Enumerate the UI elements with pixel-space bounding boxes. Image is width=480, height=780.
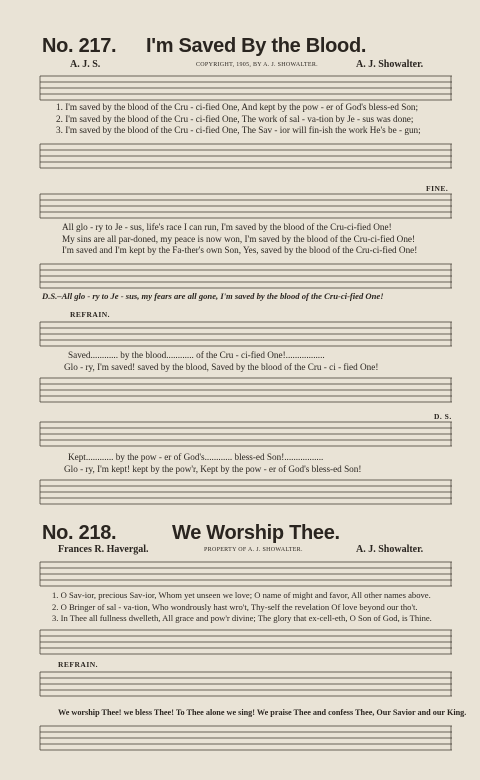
hymn-218-refrain-treble-staff <box>40 668 452 698</box>
refrain-1-top-line: Saved............ by the blood............ of the Cru - ci-fied One!................. <box>68 350 325 360</box>
hymn-217-number: No. 217. <box>42 35 117 57</box>
hymn-218-property: PROPERTY OF A. J. SHOWALTER. <box>204 547 303 553</box>
hymn-218-verse-2: 2. O Bringer of sal - va-tion, Who wondrously hast wro't, Thy-self the revelation Of love beyond our tho't. <box>52 601 418 612</box>
hymn-218-bass-staff <box>40 626 452 656</box>
system-3-treble-staff <box>40 318 452 348</box>
fine-marker: FINE. <box>426 184 449 193</box>
chorus-verse-2: My sins are all par-doned, my peace is now won, I'm saved by the blood of the Cru-ci-fied One! <box>62 233 416 244</box>
hymn-217-title: I'm Saved By the Blood. <box>146 35 367 57</box>
hymn-218-title: We Worship Thee. <box>172 522 340 544</box>
system-1-treble-staff <box>40 72 452 102</box>
refrain-2-bottom-line: Glo - ry, I'm kept! kept by the pow'r, Kept by the pow - er of God's bless-ed Son! <box>64 464 362 474</box>
verse-3: 3. I'm saved by the blood of the Cru - ci-fied One, The Sav - ior will fin-ish the work He's be - gun; <box>56 125 421 136</box>
hymn-218-number: No. 218. <box>42 522 117 544</box>
hymn-218-verses <box>52 590 432 625</box>
ds-marker: D. S. <box>434 412 452 421</box>
hymn-218-verse-3: 3. In Thee all fullness dwelleth, All grace and pow'r divine; The glory that ex-cell-eth, O Son of God, is Thine. <box>52 613 432 624</box>
hymn-218-refrain-bass-staff <box>40 722 452 752</box>
refrain-2-top-line: Kept............ by the pow - er of God's............ bless-ed Son!................. <box>68 452 324 462</box>
verse-1: 1. I'm saved by the blood of the Cru - ci-fied One, And kept by the pow - er of God's bless-ed Son; <box>56 102 419 112</box>
hymn-217-chorus-verses <box>62 222 417 257</box>
hymn-218-refrain-line: We worship Thee! we bless Thee! To Thee alone we sing! We praise Thee and confess Thee, Our Savior and our King. <box>58 708 467 717</box>
system-2-bass-staff <box>40 260 452 290</box>
system-4-bass-staff <box>40 476 452 506</box>
hymn-217-copyright: COPYRIGHT, 1905, BY A. J. SHOWALTER. <box>196 62 318 68</box>
hymn-217-verses <box>56 102 421 137</box>
chorus-verse-3: I'm saved and I'm kept by the Fa-ther's own Son, Yes, saved by the blood of the Cru-ci-fied One! <box>62 245 418 256</box>
system-1-bass-staff <box>40 140 452 170</box>
hymn-218-verse-1: 1. O Sav-ior, precious Sav-ior, Whom yet unseen we love; O name of might and favor, All other names above. <box>52 590 431 600</box>
refrain-label-218: REFRAIN. <box>58 660 99 669</box>
refrain-label-217: REFRAIN. <box>70 310 111 319</box>
hymn-217-composer: A. J. Showalter. <box>356 59 424 70</box>
hymn-218-treble-staff <box>40 558 452 588</box>
verse-2: 2. I'm saved by the blood of the Cru - ci-fied One, The work of sal - va-tion by Je - sus was done; <box>56 113 414 124</box>
hymn-218-lyricist: Frances R. Havergal. <box>58 544 149 555</box>
hymn-217-lyricist: A. J. S. <box>70 59 101 70</box>
chorus-verse-1: All glo - ry to Je - sus, life's race I can run, I'm saved by the blood of the Cru-ci-fied One! <box>62 222 392 232</box>
ds-lyric-line: D.S.–All glo - ry to Je - sus, my fears are all gone, I'm saved by the blood of the Cru-ci-fied One! <box>42 291 384 301</box>
system-2-treble-staff <box>40 190 452 220</box>
refrain-1-bottom-line: Glo - ry, I'm saved! saved by the blood, Saved by the blood of the Cru - ci - fied One! <box>64 362 379 372</box>
system-4-treble-staff <box>40 418 452 448</box>
hymn-218-composer: A. J. Showalter. <box>356 544 424 555</box>
system-3-bass-staff <box>40 374 452 404</box>
